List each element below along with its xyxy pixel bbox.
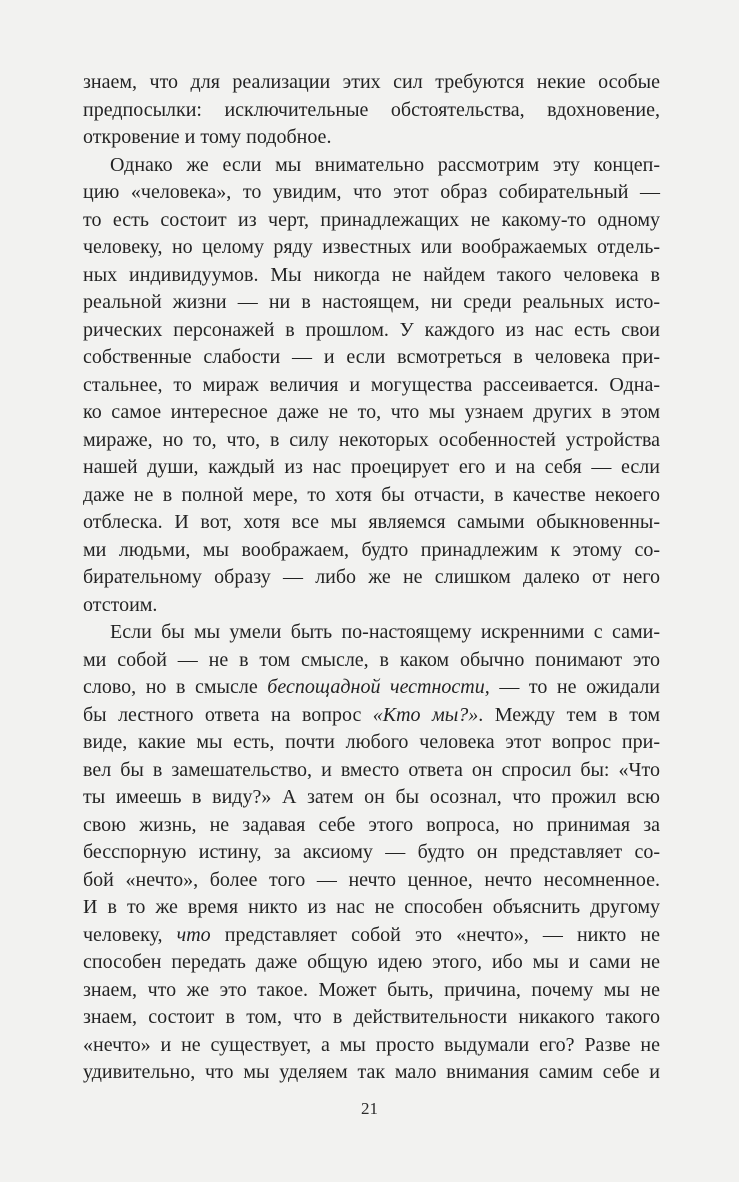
text-segment: то есть состоит из черт, принадлежащих не какому-то одному [83, 208, 660, 231]
text-segment: ми собой — не в том смысле, в каком обычно понимают это [83, 648, 660, 671]
text-line [83, 647, 660, 675]
text-line [83, 1032, 660, 1060]
text-segment: отблеска. И вот, хотя все мы являемся самыми обыкновенны- [83, 511, 660, 533]
text-line [83, 812, 660, 840]
text-line [83, 207, 660, 235]
text-segment: знаем, что же это такое. Может быть, причина, почему мы не [83, 978, 660, 1001]
text-line [83, 97, 660, 125]
text-line [83, 317, 660, 345]
text-segment: ных индивидуумов. Мы никогда не найдем такого человека в [83, 263, 660, 286]
text-segment: мираже, но то, что, в силу некоторых особенностей устройства [83, 428, 660, 451]
text-segment: И в то же время никто из нас не способен объяснить другому [83, 896, 660, 918]
text-segment: ми людьми, мы воображаем, будто принадлежим к этому со- [83, 538, 660, 561]
text-segment: бой «нечто», более того — нечто ценное, нечто несомненное. [83, 868, 660, 891]
text-line [83, 839, 660, 867]
text-segment: знаем, что для реализации этих сил требуются некие особые [83, 71, 660, 93]
text-segment: ты имеешь в виду?» А затем он бы осознал, что прожил всю [83, 786, 660, 808]
text-segment: виде, какие мы есть, почти любого человека этот вопрос при- [83, 731, 660, 753]
text-segment: бирательному образу — либо же не слишком далеко от него [83, 566, 660, 588]
text-line [83, 757, 660, 785]
text-segment: . Между тем в том [478, 703, 660, 726]
text-line [83, 1004, 660, 1032]
text-segment: даже не в полной мере, то хотя бы отчасти, в качестве некоего [83, 483, 660, 506]
text-segment-italic: «Кто мы?» [372, 703, 479, 726]
page-text [83, 69, 660, 1087]
text-segment: реальной жизни — ни в настоящем, ни среди реальных исто- [83, 291, 660, 313]
text-line [83, 289, 660, 317]
text-segment: рических персонажей в прошлом. У каждого из нас есть свои [83, 318, 660, 341]
text-line [83, 537, 660, 565]
text-line [83, 482, 660, 510]
text-segment: Однако же если мы внимательно рассмотрим эту концеп- [110, 153, 660, 176]
text-segment: представляет собой это «нечто», — никто не [210, 923, 660, 946]
text-segment: нашей души, каждый из нас проецирует его и на себя — если [83, 456, 660, 478]
text-line [83, 894, 660, 922]
text-segment: удивительно, что мы уделяем так мало внимания самим себе и [83, 1061, 660, 1083]
text-segment: знаем, состоит в том, что в действительности никакого такого [83, 1006, 660, 1028]
text-line [83, 729, 660, 757]
text-segment: собственные слабости — и если всмотреться в человека при- [83, 346, 660, 368]
text-segment: «нечто» и не существует, а мы просто выдумали его? Разве не [83, 1033, 660, 1056]
text-line [83, 592, 660, 620]
text-segment: способен передать даже общую идею этого, ибо мы и сами не [83, 951, 660, 973]
text-segment: предпосылки: исключительные обстоятельства, вдохновение, [83, 98, 660, 121]
text-line [83, 179, 660, 207]
text-segment-italic: что [176, 923, 211, 946]
text-line [83, 69, 660, 97]
text-segment: слово, но в смысле [83, 676, 268, 698]
text-line [83, 922, 660, 950]
text-line [83, 399, 660, 427]
text-line [83, 977, 660, 1005]
text-line [83, 949, 660, 977]
text-line [83, 344, 660, 372]
text-segment: ко самое интересное даже не то, что мы узнаем других в этом [83, 401, 660, 423]
text-segment: откровение и тому подобное. [83, 126, 332, 148]
text-line [83, 262, 660, 290]
text-line [83, 1059, 660, 1087]
text-line [83, 784, 660, 812]
text-segment: свою жизнь, не задавая себе этого вопроса, но принимая за [83, 813, 660, 836]
page-number: 21 [361, 1099, 378, 1118]
text-segment: бы лестного ответа на вопрос [83, 703, 373, 726]
text-line [83, 702, 660, 730]
text-line [83, 674, 660, 702]
text-segment: стальнее, то мираж величия и могущества рассеивается. Одна- [83, 373, 660, 396]
text-line [83, 124, 660, 152]
text-line [83, 454, 660, 482]
text-line [83, 234, 660, 262]
text-segment: цию «человека», то увидим, что этот образ собирательный — [83, 181, 660, 203]
text-segment: отстоим. [83, 593, 158, 616]
text-segment: вел бы в замешательство, и вместо ответа он спросил бы: «Что [83, 758, 660, 781]
text-segment-italic: беспощадной честности, [267, 676, 490, 698]
text-line [83, 867, 660, 895]
text-segment: бесспорную истину, за аксиому — будто он представляет со- [83, 841, 660, 863]
text-line [83, 152, 660, 180]
text-line [83, 619, 660, 647]
text-segment: Если бы мы умели быть по-настоящему искренними с сами- [110, 621, 660, 643]
text-line [83, 509, 660, 537]
text-segment: человеку, но целому ряду известных или воображаемых отдель- [83, 236, 660, 258]
text-segment: человеку, [83, 923, 177, 946]
text-line [83, 427, 660, 455]
text-segment: — то не ожидали [489, 676, 660, 698]
text-line [83, 564, 660, 592]
text-line [83, 372, 660, 400]
